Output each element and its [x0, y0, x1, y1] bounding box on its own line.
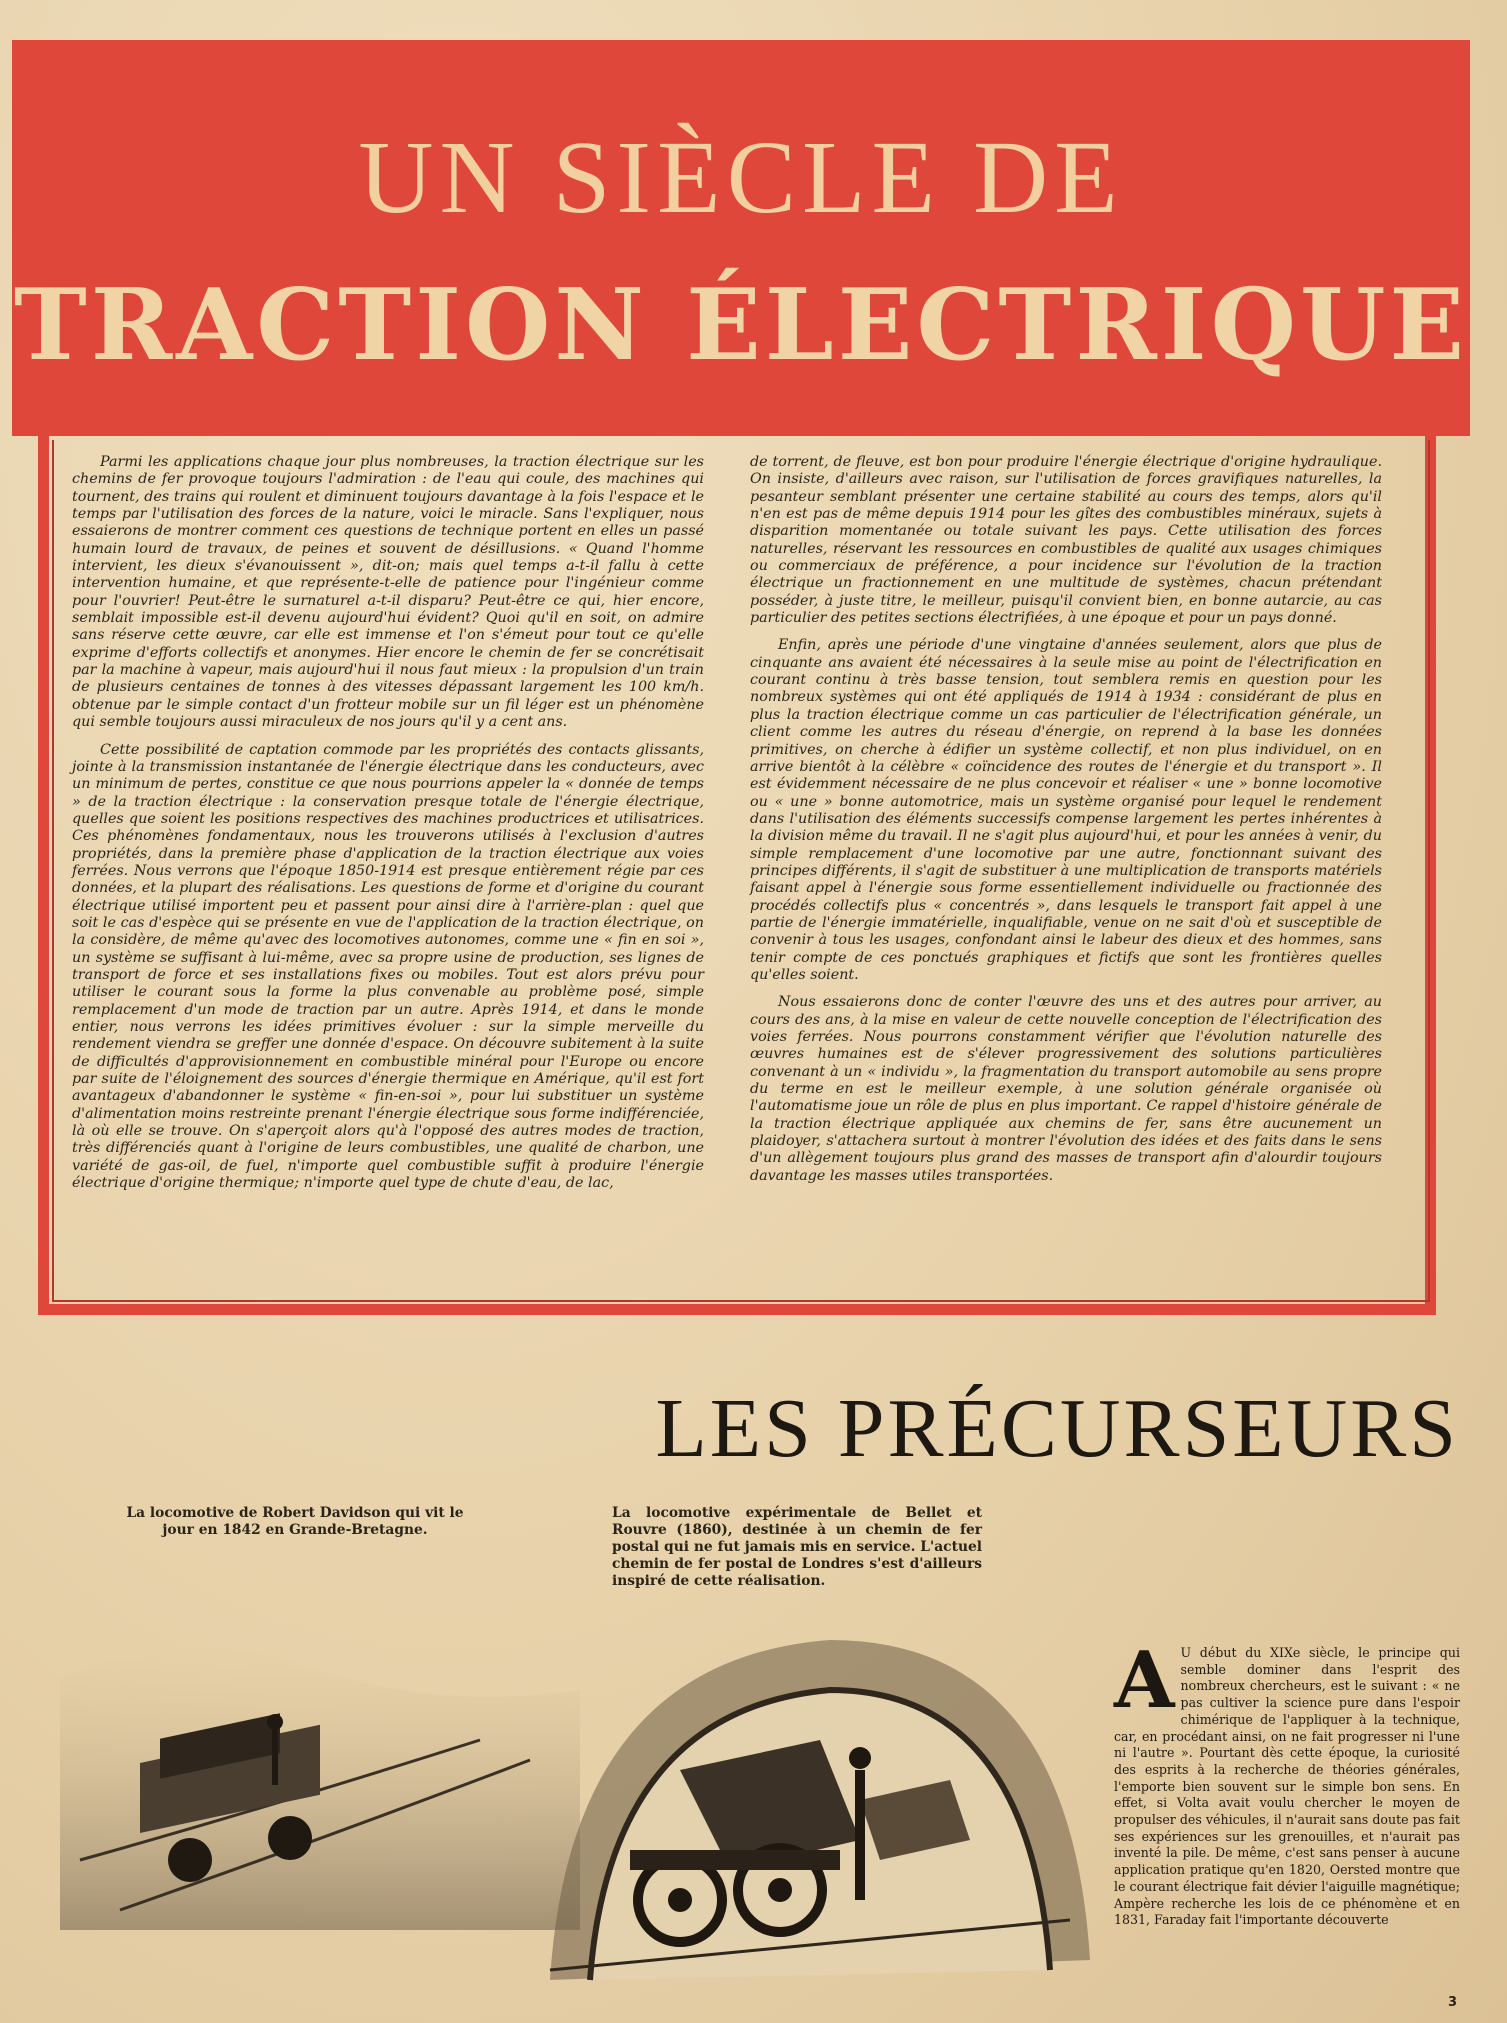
intro-paragraph: Enfin, après une période d'une vingtaine d'années seulement, alors que plus de cinquante ans avaient été nécessaires à la seule mise au point de l'électrification en courant continu à très basse tension, tout semblera remis en question pour les nombreux systèmes qui ont été appliqués de 1914 à 1934 : considérant de plus en plus la traction électrique comme un cas particulier de l'électrification générale, un client comme les autres du réseau d'énergie, on reprend à la base les données primitives, on cherche à édifier un système collectif, et non plus individuel, on en arrive bientôt à la célèbre « coïncidence des routes de l'énergie et du transport ». Il est évidemment nécessaire de ne plus concevoir et réaliser « une » bonne locomotive ou « une » bonne automotrice, mais un système organisé pour lequel le rendement dans l'utilisation des éléments successifs compense largement les pertes inhérentes à la division même du travail. Il ne s'agit plus aujourd'hui, et pour les années à venir, du simple remplacement d'une locomotive par une autre, fonctionnant suivant des principes différents, il s'agit de substituer à une multiplication de transports matériels faisant appel à l'énergie sous forme essentiellement individuelle ou fractionnée des procédés collectifs plus « concentrés », dans lesquels le transport fait appel à une partie de l'énergie immatérielle, inqualifiable, venue on ne sait d'où et susceptible de convenir à tous les usages, confondant ainsi le labeur des dieux et des hommes, sans tenir compte de ces ponctués graphiques et fictifs que sont les frontières quelles qu'elles soient. — [750, 637, 1382, 983]
intro-paragraph: Parmi les applications chaque jour plus nombreuses, la traction électrique sur les chemins de fer provoque toujours l'admiration : de l'eau qui coule, des machines qui tournent, des trains qui roulent et diminuent toujours davantage à la fois l'espace et le temps par l'utilisation des forces de la nature, voici le miracle. Sans l'expliquer, nous essaierons de montrer comment ces questions de technique portent en elles un passé humain lourd de travaux, de peines et souvent de désillusions. « Quand l'homme intervient, les dieux s'évanouissent », dit-on; mais quel temps a-t-il fallu à cette intervention humaine, et que représente-t-elle de patience pour l'ingénieur comme pour l'ouvrier! Peut-être le surnaturel a-t-il disparu? Peut-être ce qui, hier encore, semblait impossible est-il devenu aujourd'hui évident? Quoi qu'il en soit, on admire sans réserve cette œuvre, car elle est immense et l'on s'émeut pour tout ce qu'elle exprime d'efforts collectifs et anonymes. Hier encore le chemin de fer se concrétisait par la machine à vapeur, mais aujourd'hui il nous faut mieux : la propulsion d'un train de plusieurs centaines de tonnes à des vitesses dépassant largement les 100 km/h. obtenue par le simple contact d'un frotteur mobile sur un fil léger est un phénomène qui semble toujours aussi miraculeux de nos jours qu'il y a cent ans. — [72, 454, 704, 731]
bellet-rouvre-locomotive-illustration — [530, 1600, 1090, 2020]
title-line-2: TRACTION ÉLECTRIQUE — [13, 268, 1469, 383]
intro-paragraph: Cette possibilité de captation commode par les propriétés des contacts glissants, jointe à la transmission instantanée de l'énergie électrique dans les conducteurs, avec un minimum de pertes, constitue ce que nous pourrions appeler la « donnée de temps » de la traction électrique : la conservation presque totale de l'énergie électrique, quelles que soient les positions respectives des machines productrices et utilisatrices. Ces phénomènes fondamentaux, nous les trouverons utilisés à l'exclusion d'autres propriétés, dans la première phase d'application de la traction électrique aux voies ferrées. Nous verrons que l'époque 1850-1914 est presque entièrement régie par ces données, et la plupart des réalisations. Les questions de forme et d'origine du courant électrique utilisé importent peu et passent pour ainsi dire à l'arrière-plan : quel que soit le cas d'espèce qui se présente en vue de l'application de la traction électrique, on la considère, de même qu'avec des locomotives autonomes, comme une « fin en soi », un système se suffisant à lui-même, avec sa propre usine de production, ses lignes de transport de force et ses installations fixes ou mobiles. Tout est alors prévu pour utiliser le courant sous la forme la plus convenable au problème posé, simple remplacement d'un mode de traction par un autre. Après 1914, et dans le monde entier, nous verrons les idées primitives évoluer : sur la simple merveille du rendement viendra se greffer une donnée d'espace. On découvre subitement à la suite de difficultés d'approvisionnement en combustible minéral pour l'Europe ou encore par suite de l'éloignement des sources d'énergie thermique en Amérique, qu'il est fort avantageux d'abandonner le système « fin-en-soi », pour lui substituer un système d'alimentation moins restreinte prenant l'énergie électrique sous forme indifférenciée, là où elle se trouve. On s'aperçoit alors qu'à l'opposé des autres modes de traction, très différenciés quant à l'origine de leurs combustibles, une qualité de charbon, une variété de gas-oil, de fuel, n'importe quel combustible suffit à produire l'énergie électrique d'origine thermique; n'importe quel type de chute d'eau, de lac, — [72, 741, 704, 1192]
intro-column-left — [72, 454, 704, 1192]
title-line-1: UN SIÈCLE DE — [358, 120, 1124, 235]
precurseurs-body — [1114, 1635, 1460, 1929]
intro-column-right — [750, 454, 1382, 1185]
intro-paragraph: de torrent, de fleuve, est bon pour produire l'énergie électrique d'origine hydraulique. On insiste, d'ailleurs avec raison, sur l'utilisation de forces gravifiques naturelles, la pesanteur semblant présenter une certaine stabilité au cours des temps, alors qu'il n'en est pas de même depuis 1914 pour les gîtes des combustibles minéraux, sujets à disparition momentanée ou totale suivant les pays. Cette utilisation des forces naturelles, réservant les ressources en combustibles de qualité aux usages chimiques ou commerciaux de préférence, a pour incidence sur l'évolution de la traction électrique un fractionnement en une multitude de systèmes, chacun prétendant posséder, à juste titre, le meilleur, puisqu'il convient bien, en bonne autarcie, au cas particulier des petites sections électrifiées, à une époque et pour un pays donné. — [750, 454, 1382, 627]
davidson-locomotive-illustration — [60, 1610, 580, 1930]
title-banner — [12, 40, 1470, 436]
intro-paragraph: Nous essaierons donc de conter l'œuvre des uns et des autres pour arriver, au cours des ans, à la mise en valeur de cette nouvelle conception de l'électrification des voies ferrées. Nous pourrons constamment vérifier que l'évolution naturelle des œuvres humaines est de s'élever progressivement des solutions particulières convenant à un « individu », la fragmentation du transport automobile au sens propre du terme en est le meilleur exemple, à une solution générale organisée où l'automatisme joue un rôle de plus en plus important. Ce rappel d'histoire générale de la traction électrique appliquée aux chemins de fer, sans être aucunement un plaidoyer, s'attachera surtout à montrer l'évolution des idées et des faits dans le sens d'un allègement toujours plus grand des masses de transport afin d'alourdir toujours davantage les masses utiles transportées. — [750, 994, 1382, 1184]
dropcap: A — [1114, 1635, 1175, 1726]
figure-caption-davidson: La locomotive de Robert Davidson qui vit le jour en 1842 en Grande-Bretagne. — [126, 1505, 464, 1538]
page-number: 3 — [1447, 1995, 1457, 2010]
section-title: LES PRÉCURSEURS — [655, 1382, 1459, 1475]
precurseurs-body-text: U début du XIXe siècle, le principe qui semble dominer dans l'esprit des nombreux chercheurs, est le suivant : « ne pas cultiver la science pure dans l'espoir chimérique de l'appliquer à la technique, car, en procédant ainsi, on ne fait progresser ni l'une ni l'autre ». Pourtant dès cette époque, la curiosité des esprits à la recherche de théories générales, l'emporte bien souvent sur le simple bon sens. En effet, si Volta avait voulu chercher le moyen de propulser des véhicules, il n'aurait sans doute pas fait ses expériences sur les grenouilles, et n'aurait pas inventé la pile. De même, c'est sans penser à aucune application pratique qu'en 1820, Oersted montre que le courant électrique fait dévier l'aiguille magnétique; Ampère recherche les lois de ce phénomène et en 1831, Faraday fait l'importante découverte — [1114, 1645, 1460, 1928]
figure-caption-bellet-rouvre: La locomotive expérimentale de Bellet et Rouvre (1860), destinée à un chemin de fer postal qui ne fut jamais mis en service. L'actuel chemin de fer postal de Londres s'est d'ailleurs inspiré de cette réalisation. — [612, 1505, 982, 1589]
